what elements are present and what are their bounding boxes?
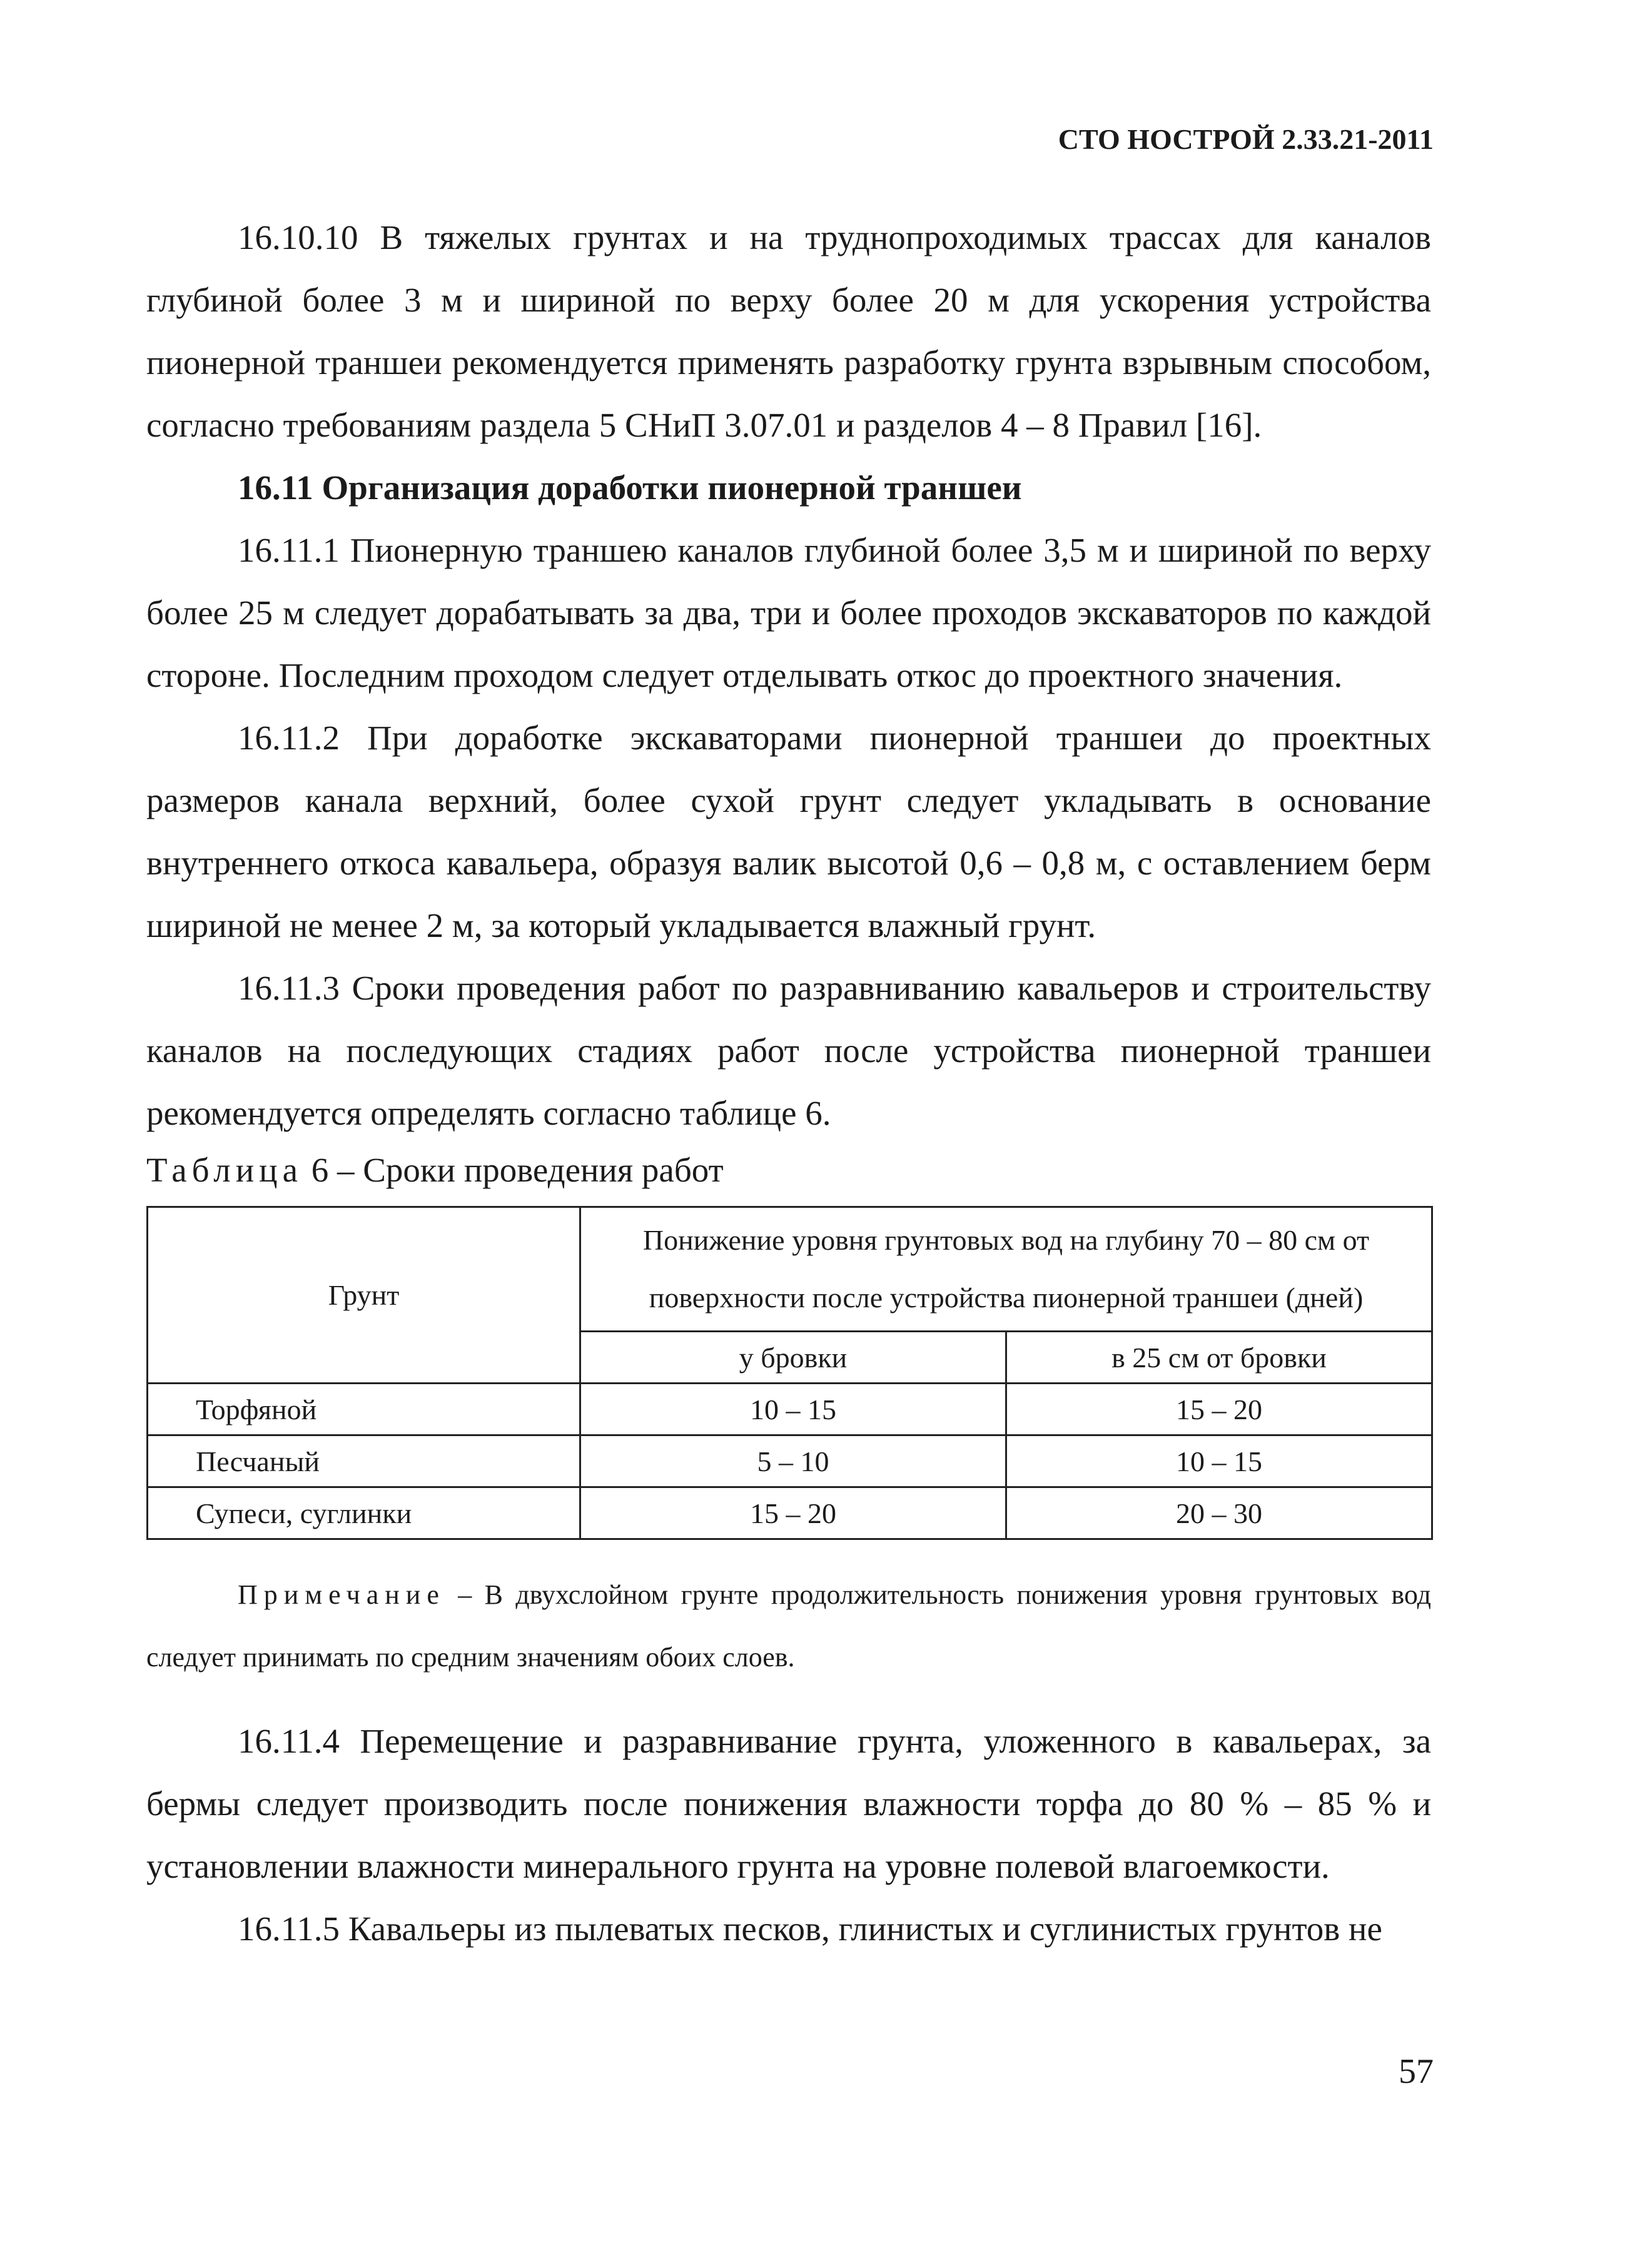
page-number: 57 <box>1399 2052 1434 2091</box>
table-caption <box>146 1145 1431 1196</box>
cell-25cm: 20 – 30 <box>1006 1487 1432 1539</box>
paragraph-16-11-1: 16.11.1 Пионерную траншею каналов глубиной более 3,5 м и шириной по верху более 25 м следует дорабатывать за два, три и более проходов экскаваторов по каждой стороне. Последним проходом следует отделывать откос до проектного значения. <box>146 531 1431 694</box>
header-cell-25cm: в 25 см от бровки <box>1006 1332 1432 1384</box>
cell-25cm: 15 – 20 <box>1006 1384 1432 1435</box>
table-row <box>148 1435 1432 1487</box>
header-cell-edge: у бровки <box>580 1332 1006 1384</box>
document-code-header: СТО НОСТРОЙ 2.33.21-2011 <box>1058 123 1434 155</box>
paragraph-16-11-2: 16.11.2 При доработке экскаваторами пионерной траншеи до проектных размеров канала верхний, более сухой грунт следует укладывать в основание внутреннего откоса кавальера, образуя валик высотой 0,6 – 0,8 м, с оставлением берм шириной не менее 2 м, за который укладывается влажный грунт. <box>146 719 1431 944</box>
cell-soil: Песчаный <box>148 1435 580 1487</box>
table-note <box>146 1564 1431 1689</box>
timing-table <box>146 1206 1433 1540</box>
table-row <box>148 1384 1432 1435</box>
paragraph-16-11-3: 16.11.3 Сроки проведения работ по разравниванию кавальеров и строительству каналов на последующих стадиях работ после устройства пионерной траншеи рекомендуется определять согласно таблице 6. <box>146 969 1431 1132</box>
cell-edge: 5 – 10 <box>580 1435 1006 1487</box>
cell-edge: 10 – 15 <box>580 1384 1006 1435</box>
cell-edge: 15 – 20 <box>580 1487 1006 1539</box>
paragraph-16-10-10: 16.10.10 В тяжелых грунтах и на труднопроходимых трассах для каналов глубиной более 3 м и шириной по верху более 20 м для ускорения устройства пионерной траншеи рекомендуется применять разработку грунта взрывным способом, согласно требованиям раздела 5 СНиП 3.07.01 и разделов 4 – 8 Правил [16]. <box>146 218 1431 444</box>
paragraph-16-11-4: 16.11.4 Перемещение и разравнивание грунта, уложенного в кавальерах, за бермы следует производить после понижения влажности торфа до 80 % – 85 % и установлении влажности минерального грунта на уровне полевой влагоемкости. <box>146 1722 1431 1885</box>
note-text: – В двухслойном грунте продолжительность понижения уровня грунтовых вод следует принимать по средним значениям обоих слоев. <box>146 1579 1431 1673</box>
section-heading-16-11: 16.11 Организация доработки пионерной траншеи <box>238 468 1022 507</box>
paragraph-16-11-5: 16.11.5 Кавальеры из пылеватых песков, глинистых и суглинистых грунтов не <box>238 1910 1382 1948</box>
cell-25cm: 10 – 15 <box>1006 1435 1432 1487</box>
table-caption-text: 6 – Сроки проведения работ <box>302 1151 724 1189</box>
table-row <box>148 1487 1432 1539</box>
table-header-row <box>148 1207 1432 1332</box>
header-cell-soil: Грунт <box>148 1207 580 1384</box>
table-caption-label: Таблица <box>146 1151 303 1189</box>
note-label: Примечание <box>238 1579 445 1610</box>
cell-soil: Торфяной <box>148 1384 580 1435</box>
cell-soil: Супеси, суглинки <box>148 1487 580 1539</box>
header-cell-group: Понижение уровня грунтовых вод на глубину 70 – 80 см от поверхности после устройства пионерной траншеи (дней) <box>580 1207 1432 1332</box>
page-content <box>146 206 1431 1960</box>
